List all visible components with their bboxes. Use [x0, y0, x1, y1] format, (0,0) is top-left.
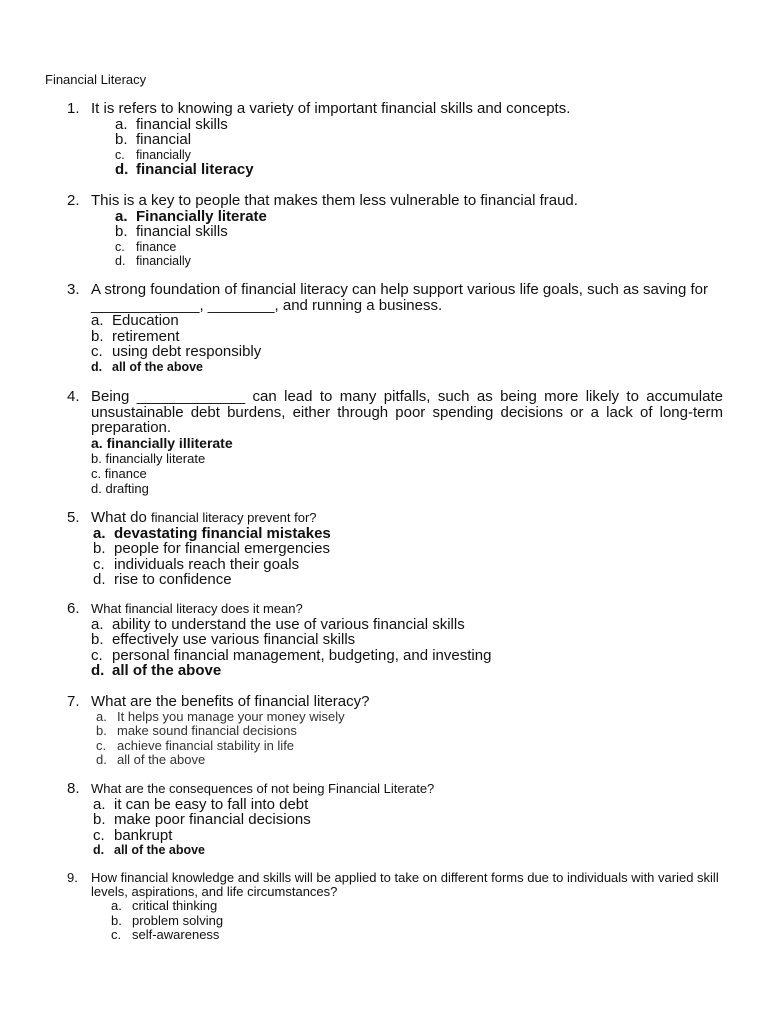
- question-text: What financial literacy does it mean?: [91, 601, 303, 616]
- option-text-answer: financial literacy: [136, 161, 254, 178]
- option-letter: b.: [111, 912, 122, 928]
- option-text: it can be easy to fall into debt: [114, 795, 309, 813]
- option-letter: c.: [115, 147, 125, 162]
- option-text: drafting: [105, 480, 149, 496]
- option-text: critical thinking: [132, 898, 218, 913]
- option-text-answer: all of the above: [112, 662, 222, 679]
- question-8: [67, 781, 723, 858]
- option-text: financial: [136, 131, 192, 148]
- option-letter: b.: [115, 131, 128, 148]
- option-text: using debt responsibly: [112, 343, 262, 360]
- option-text-answer: financially illiterate: [106, 434, 233, 451]
- question-text: This is a key to people that makes them less vulnerable to financial fraud.: [91, 192, 578, 209]
- option-letter: d.: [96, 752, 107, 767]
- question-number: 1.: [67, 100, 80, 117]
- option-text: problem solving: [132, 912, 224, 928]
- option-text-answer: all of the above: [112, 359, 203, 374]
- option-text: financially: [136, 254, 191, 268]
- option-letter: d.: [93, 571, 106, 588]
- question-text: What do: [91, 509, 147, 526]
- option-text: financial skills: [136, 115, 228, 133]
- option-text: finance: [136, 239, 177, 254]
- question-number: 5.: [67, 509, 80, 526]
- option-letter: a.: [115, 207, 128, 225]
- question-7: [67, 694, 723, 768]
- option-letter: c.: [93, 826, 105, 844]
- option-text: bankrupt: [114, 826, 173, 844]
- option-letter: d.: [91, 480, 102, 496]
- question-text: Being _____________ can lead to many pitfalls, such as being more likely to accumulate unsustainable debt burdens, either through poor spending decisions or a lack of long-term preparation.: [91, 388, 723, 436]
- option-letter: c.: [91, 465, 102, 481]
- question-number: 4.: [67, 388, 80, 405]
- question-5: [67, 510, 723, 588]
- option-text: effectively use various financial skills: [112, 631, 356, 648]
- option-letter: d.: [91, 662, 105, 679]
- option-letter: a.: [91, 434, 103, 451]
- question-text: What are the benefits of financial literacy?: [91, 693, 370, 710]
- option-text: financially literate: [105, 450, 206, 466]
- question-1: [67, 101, 723, 178]
- option-letter: c.: [93, 555, 105, 573]
- option-letter: a.: [111, 898, 122, 913]
- option-text: finance: [104, 465, 147, 481]
- option-text: people for financial emergencies: [114, 540, 330, 557]
- option-letter: a.: [115, 115, 128, 133]
- option-text: achieve financial stability in life: [117, 737, 295, 753]
- option-text: all of the above: [117, 752, 206, 767]
- option-letter: b.: [91, 450, 102, 466]
- option-text: individuals reach their goals: [114, 555, 300, 573]
- question-4: [67, 389, 723, 496]
- option-letter: a.: [91, 615, 104, 633]
- option-letter: c.: [111, 927, 122, 942]
- option-text: It helps you manage your money wisely: [117, 708, 345, 724]
- question-number: 2.: [67, 192, 80, 209]
- option-letter: a.: [91, 312, 104, 329]
- option-text: financially: [136, 147, 191, 162]
- option-letter: b.: [93, 811, 106, 828]
- option-text: Education: [112, 312, 179, 329]
- option-letter: c.: [96, 737, 107, 753]
- option-letter: b.: [96, 723, 107, 738]
- question-text: It is refers to knowing a variety of important financial skills and concepts.: [91, 100, 571, 117]
- option-letter: a.: [93, 524, 106, 542]
- question-text: How financial knowledge and skills will be applied to take on different forms due to individuals with varied skill levels, aspirations, and life circumstances?: [91, 870, 719, 899]
- option-text-answer: devastating financial mistakes: [114, 524, 331, 542]
- question-number: 3.: [67, 281, 80, 298]
- page-title: Financial Literacy: [45, 72, 147, 87]
- option-letter: a.: [96, 708, 107, 724]
- option-letter: d.: [115, 254, 126, 268]
- option-letter: c.: [91, 646, 103, 664]
- question-number: 8.: [67, 780, 80, 797]
- option-letter: d.: [115, 161, 129, 178]
- option-text: self-awareness: [132, 927, 220, 942]
- question-number: 6.: [67, 600, 80, 617]
- question-text-small: financial literacy prevent for?: [151, 510, 317, 525]
- question-text: What are the consequences of not being Financial Literate?: [91, 781, 435, 796]
- option-text: retirement: [112, 327, 180, 345]
- question-3: [67, 282, 723, 374]
- question-2: [67, 193, 723, 269]
- option-letter: b.: [93, 540, 106, 557]
- option-text: financial skills: [136, 223, 228, 240]
- option-letter: b.: [115, 223, 128, 240]
- option-letter: d.: [91, 359, 103, 374]
- question-6: [67, 601, 723, 679]
- option-letter: b.: [91, 327, 104, 345]
- option-letter: c.: [91, 343, 103, 360]
- option-text-answer: all of the above: [114, 843, 205, 857]
- option-text: ability to understand the use of various financial skills: [112, 615, 465, 633]
- option-text: make sound financial decisions: [117, 723, 297, 738]
- option-letter: b.: [91, 631, 104, 648]
- question-number: 9.: [67, 870, 78, 885]
- option-letter: a.: [93, 795, 106, 813]
- option-letter: c.: [115, 239, 125, 254]
- option-letter: d.: [93, 843, 105, 857]
- question-text: A strong foundation of financial literacy can help support various life goals, such as saving for _____________, ________, and running a business.: [91, 281, 709, 314]
- question-number: 7.: [67, 693, 80, 710]
- question-9: [67, 871, 723, 943]
- option-text: personal financial management, budgeting, and investing: [112, 646, 492, 664]
- option-text: make poor financial decisions: [114, 811, 311, 828]
- option-text: rise to confidence: [114, 571, 232, 588]
- option-text-answer: Financially literate: [136, 207, 267, 225]
